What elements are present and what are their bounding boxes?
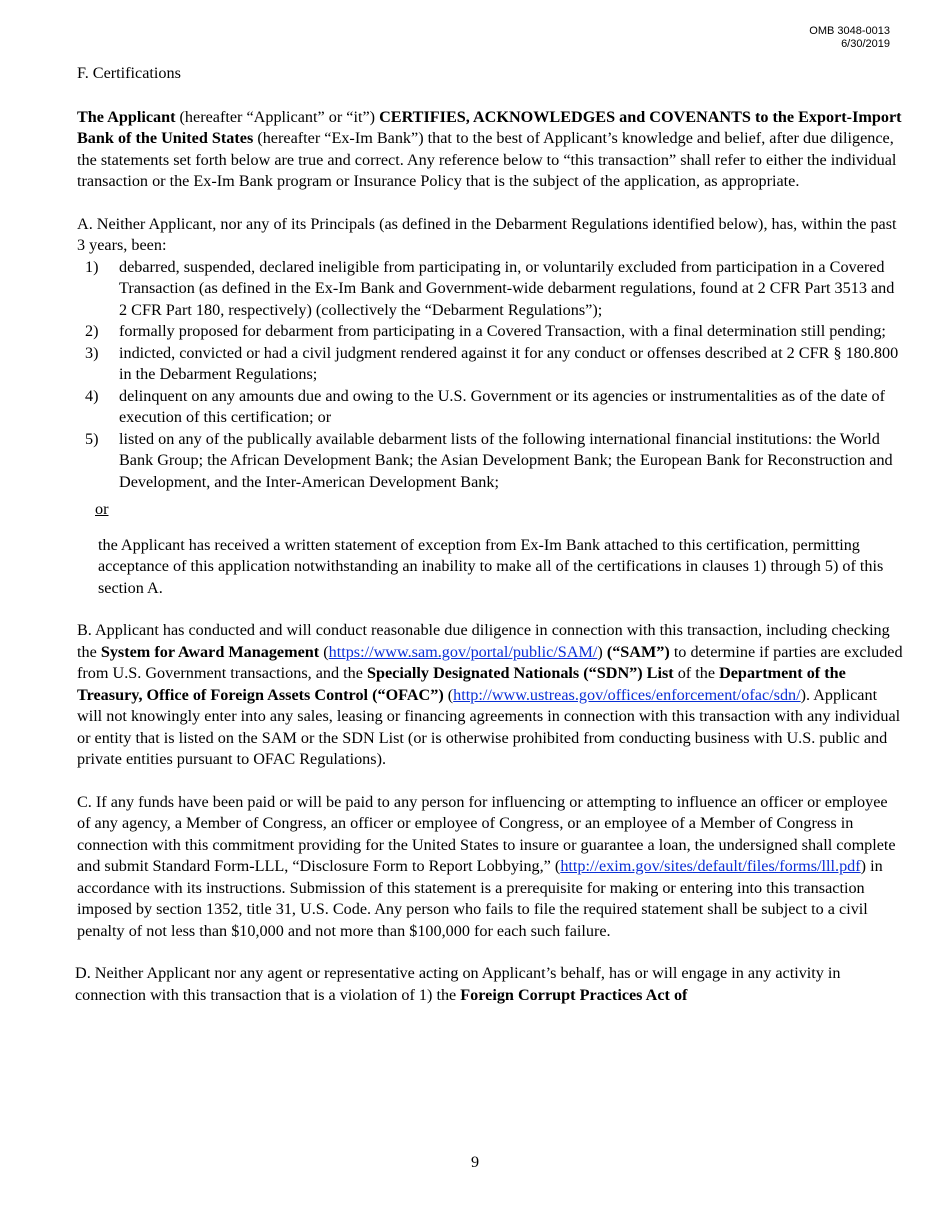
section-c-paragraph	[77, 792, 905, 943]
list-item-text: delinquent on any amounts due and owing to the U.S. Government or its agencies or instrumentalities as of the date of execution of this certification; or	[119, 386, 886, 426]
section-b-text-7: ). Applicant will not knowingly enter into any sales, leasing or financing agreements in connection with this transaction with any individual or entity that is listed on the SAM or the SDN List (or is otherwise prohibited from conducting business with U.S. public and private entities pursuant to OFAC Regulations).	[77, 685, 901, 768]
intro-bold-1: The Applicant	[77, 107, 176, 126]
page-number: 9	[470, 1153, 480, 1171]
list-item-text: listed on any of the publically available debarment lists of the following international financial institutions: the World Bank Group; the African Development Bank; the Asian Development Bank; the European Bank for Reconstruction and Development, and the Inter-American Development Bank;	[119, 429, 893, 491]
section-b-text-1: B. Applicant has conducted and will conduct reasonable due diligence in connection with this transaction, including checking the	[77, 621, 890, 661]
intro-bold-2: CERTIFIES, ACKNOWLEDGES and COVENANTS to the Export-Import Bank of the United States	[77, 107, 902, 147]
sam-name: System for Award Management	[100, 642, 320, 661]
section-title: F. Certifications	[77, 64, 181, 82]
section-a-list	[77, 257, 905, 494]
section-d-paragraph	[75, 963, 905, 1006]
ofac-link[interactable]: http://www.ustreas.gov/offices/enforcement/ofac/sdn/	[453, 685, 801, 704]
list-item-number: 1)	[85, 257, 99, 276]
section-b-text-5: of the	[673, 664, 720, 682]
sdn-list-name: Specially Designated Nationals (“SDN”) List	[366, 664, 674, 682]
section-b-text-6: (	[443, 685, 454, 704]
list-item-text: debarred, suspended, declared ineligible from participating in, or voluntarily excluded from participation in a Covered Transaction (as defined in the Ex-Im Bank and Government-wide debarment regulations, found at 2 CFR Part 3513 and 2 CFR Part 180, respectively) (collectively the “Debarment Regulations”);	[119, 257, 895, 319]
list-item	[77, 429, 905, 494]
intro-text-1: (hereafter “Applicant” or “it”)	[175, 107, 380, 126]
ofac-name: Department of the Treasury, Office of Foreign Assets Control (“OFAC”)	[77, 664, 846, 704]
exception-paragraph: the Applicant has received a written statement of exception from Ex-Im Bank attached to this certification, permitting acceptance of this application notwithstanding an inability to make all of the certifications in clauses 1) through 5) of this section A.	[98, 535, 884, 597]
document-body	[77, 63, 905, 1006]
section-a-intro: A. Neither Applicant, nor any of its Principals (as defined in the Debarment Regulations identified below), has, within the past 3 years, been:	[77, 214, 897, 254]
fcpa-name: Foreign Corrupt Practices Act of	[460, 985, 688, 1004]
section-b-text-3: )	[597, 642, 607, 661]
section-d-text-1: D. Neither Applicant nor any agent or representative acting on Applicant’s behalf, has or will engage in any activity in connection with this transaction that is a violation of 1) the	[75, 964, 841, 1004]
section-b-paragraph	[77, 620, 905, 771]
list-item-number: 2)	[85, 322, 99, 340]
list-item-text: indicted, convicted or had a civil judgment rendered against it for any conduct or offenses described at 2 CFR § 180.800 in the Debarment Regulations;	[119, 343, 899, 383]
list-item	[77, 257, 905, 322]
omb-number: OMB 3048-0013	[809, 25, 890, 37]
intro-paragraph	[77, 107, 905, 193]
lll-form-link[interactable]: http://exim.gov/sites/default/files/forms/lll.pdf	[560, 857, 861, 875]
section-c-text-1: C. If any funds have been paid or will be paid to any person for influencing or attempting to influence an officer or employee of any agency, a Member of Congress, an officer or employee of Congress, or an employee of a Member of Congress in connection with this commitment providing for the United States to insure or guarantee a loan, the undersigned shall complete and submit Standard Form-LLL, “Disclosure Form to Report Lobbying,” (	[77, 792, 896, 875]
list-item	[77, 321, 905, 343]
list-item-text: formally proposed for debarment from participating in a Covered Transaction, with a final determination still pending;	[119, 322, 886, 340]
list-item-number: 5)	[85, 429, 99, 448]
intro-text-2: (hereafter “Ex-Im Bank”) that to the best of Applicant’s knowledge and belief, after due diligence, the statements set forth below are true and correct. Any reference below to “this transaction” shall refer to either the individual transaction or the Ex-Im Bank program or Insurance Policy that is the subject of the application, as appropriate.	[77, 129, 897, 190]
list-item-number: 3)	[85, 343, 99, 362]
sam-link[interactable]: https://www.sam.gov/portal/public/SAM/	[328, 642, 598, 661]
section-c-text-2: ) in accordance with its instructions. Submission of this statement is a prerequisite for making or entering into this transaction imposed by section 1352, title 31, U.S. Code. Any person who fails to file the required statement shall be subject to a civil penalty of not less than $10,000 and not more than $100,000 for each such failure.	[77, 857, 883, 940]
section-b-text-2: (	[319, 642, 329, 661]
list-item	[77, 386, 905, 429]
omb-date: 6/30/2019	[841, 38, 890, 50]
or-separator: or	[95, 500, 109, 518]
sam-abbrev: (“SAM”)	[606, 642, 670, 661]
omb-header	[809, 25, 890, 51]
list-item	[77, 343, 905, 386]
list-item-number: 4)	[85, 386, 99, 405]
section-b-text-4: to determine if parties are excluded from U.S. Government transactions, and the	[77, 642, 903, 682]
